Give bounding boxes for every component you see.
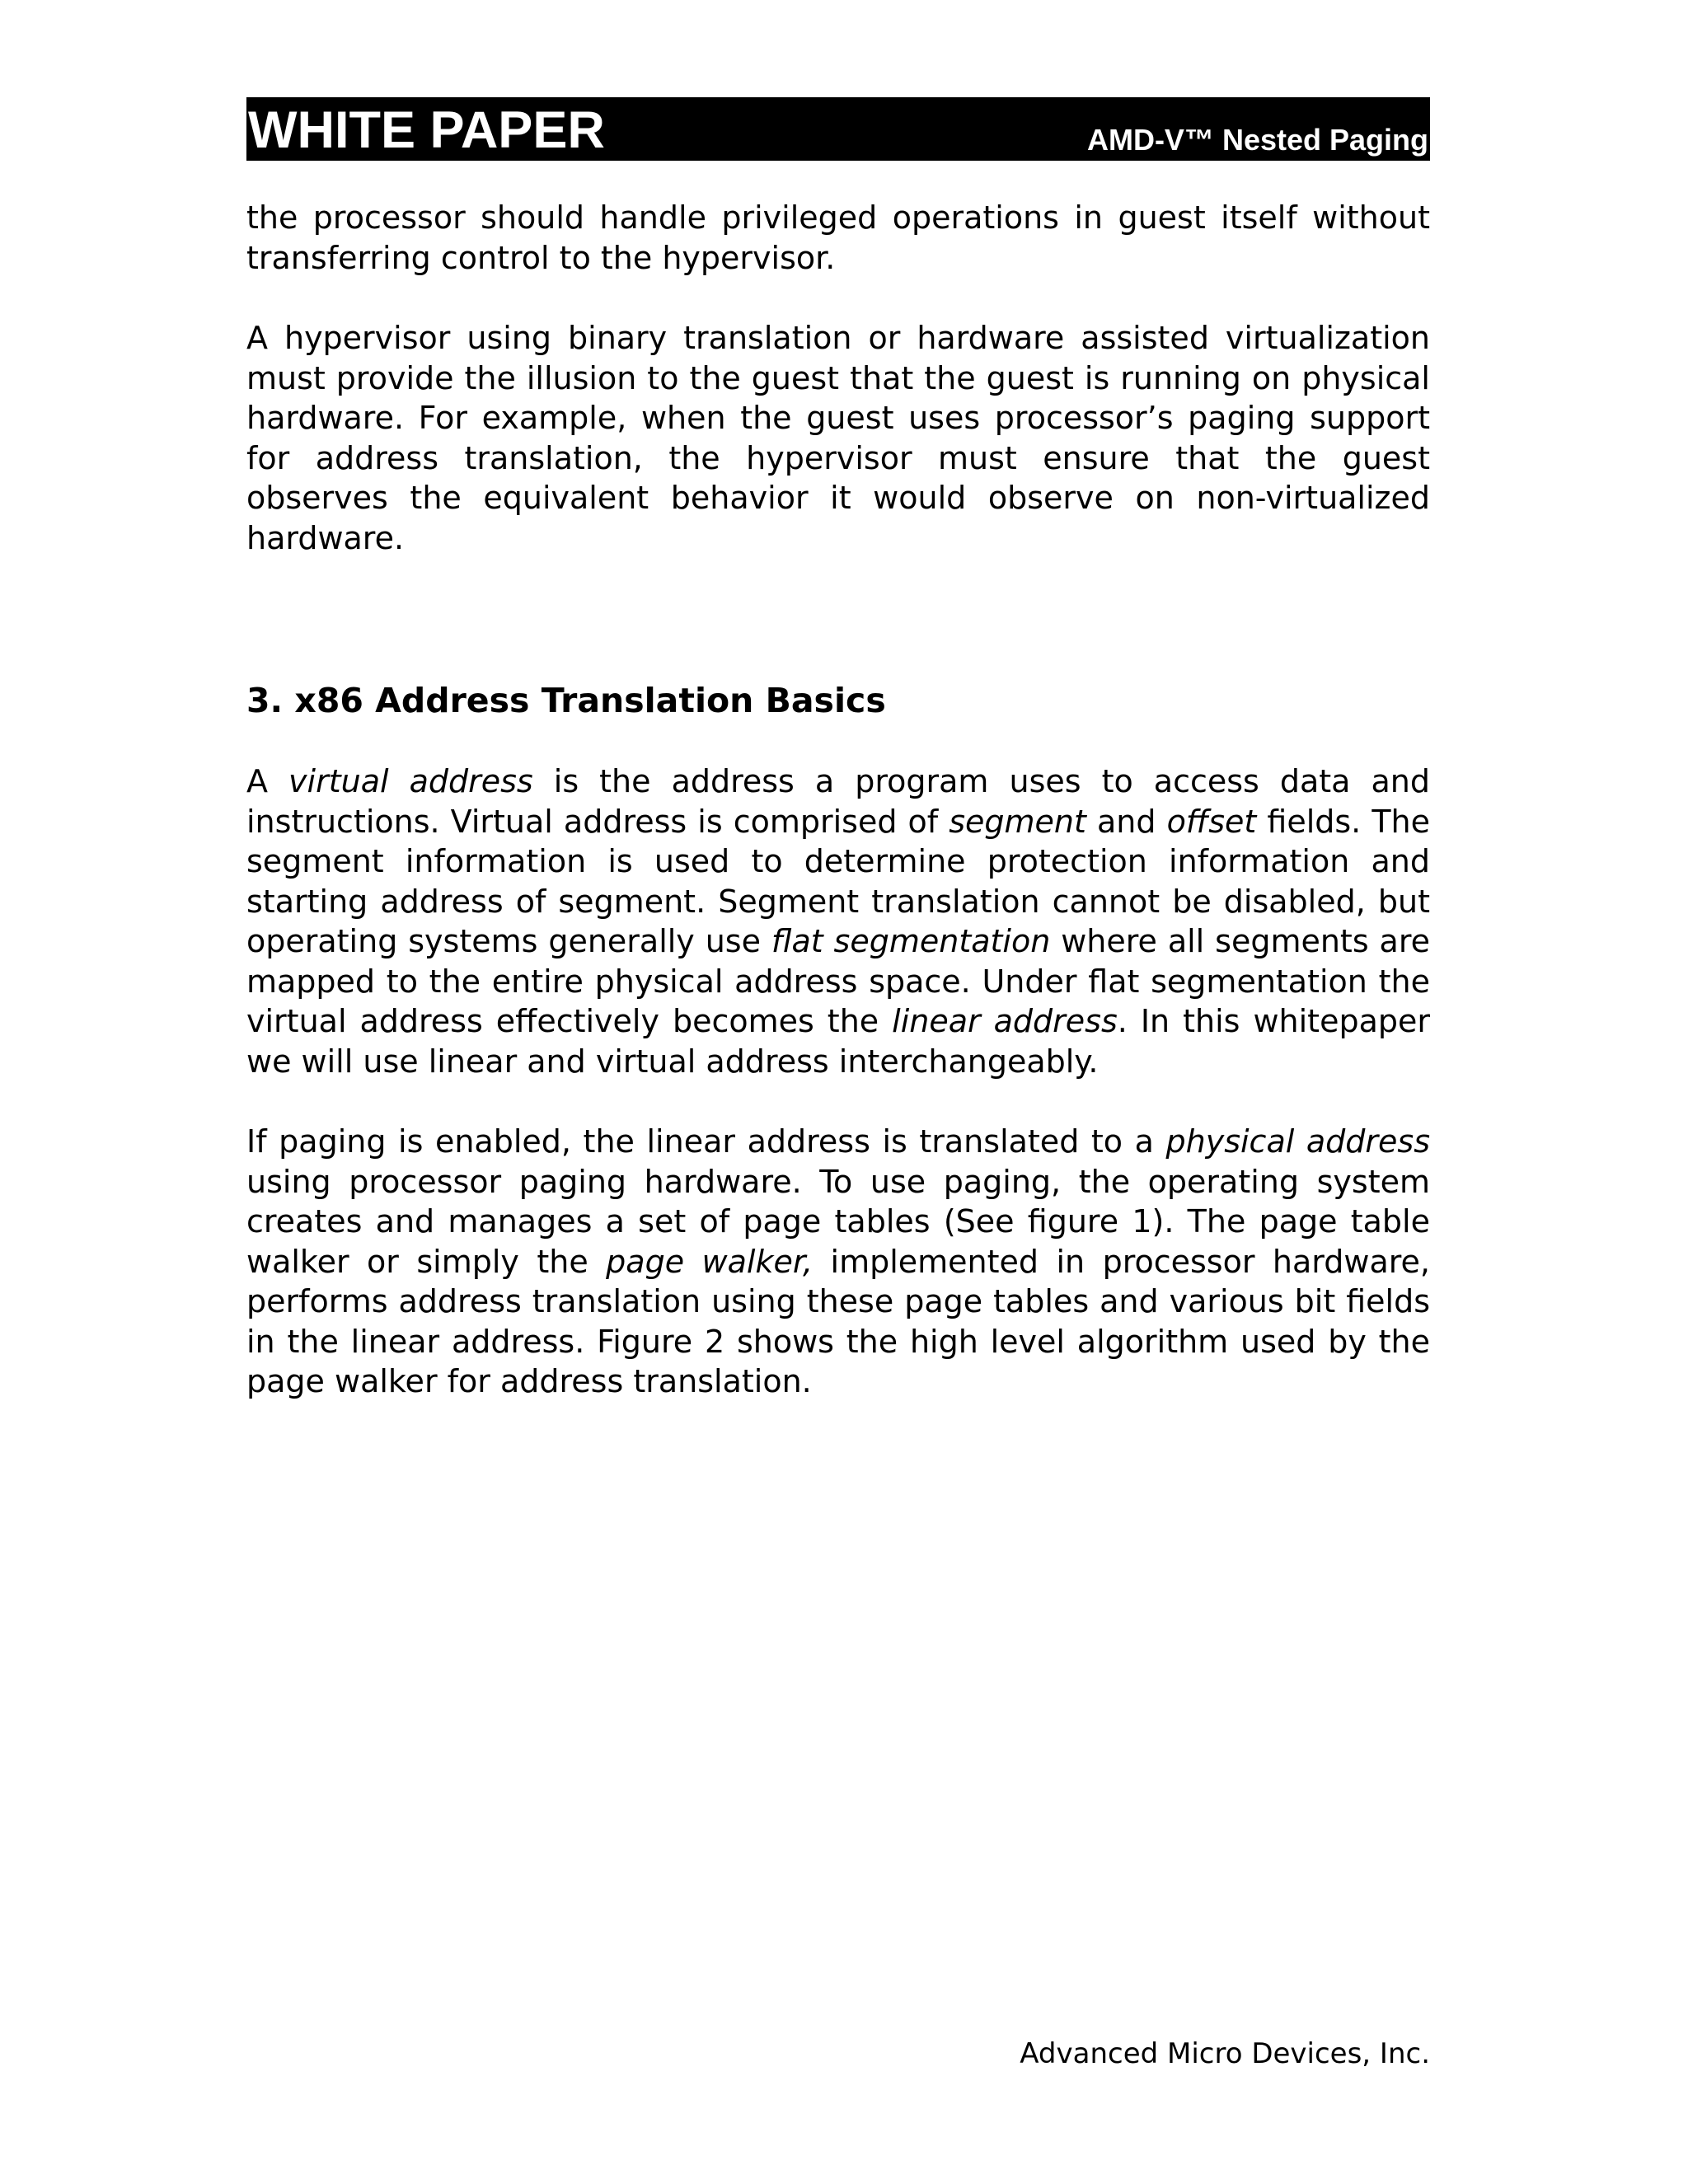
term-linear-address: linear address [892, 1003, 1118, 1039]
footer-company: Advanced Micro Devices, Inc. [1020, 2037, 1430, 2070]
term-offset: offset [1166, 803, 1257, 840]
term-page-walker: page walker, [606, 1243, 814, 1280]
header-bar [246, 97, 1430, 161]
term-segment: segment [949, 803, 1086, 840]
text-run: using processor paging hardware. To use paging, the operating system creates and manages a set of page tables (See figure 1). The page table walker or simply the [246, 1163, 1430, 1280]
text-run: If paging is enabled, the linear address is translated to a [246, 1123, 1166, 1160]
paragraph-privileged-operations: the processor should handle privileged operations in guest itself without transferring control to the hypervisor. [246, 199, 1430, 276]
page-content [246, 198, 1430, 1402]
term-physical-address: physical address [1165, 1123, 1430, 1160]
text-run: A [246, 763, 289, 799]
term-virtual-address: virtual address [288, 763, 533, 799]
text-run: where all segments are mapped to the entire physical address space. Under flat segmentation the virtual address effectively becomes the [246, 923, 1430, 1039]
term-flat-segmentation: flat segmentation [771, 923, 1051, 959]
text-run: and [1085, 803, 1167, 840]
document-subject-title: AMD-V™ Nested Paging [1086, 123, 1428, 157]
document-type-title: WHITE PAPER [248, 101, 605, 159]
paragraph-paging [246, 1122, 1430, 1402]
paragraph-virtual-address [246, 762, 1430, 1081]
text-run: is the address a program uses to access data and instructions. Virtual address is comprised of [246, 763, 1430, 840]
section-heading: 3. x86 Address Translation Basics [246, 681, 886, 720]
paragraph-hypervisor-illusion: A hypervisor using binary translation or hardware assisted virtualization must provide the illusion to the guest that the guest is running on physical hardware. For example, when the guest uses processor’s paging support for address translation, the hypervisor must ensure that the guest observes the equivalent behavior it would observe on non-virtualized hardware. [246, 320, 1430, 556]
text-run: . In this whitepaper we will use linear and virtual address interchangeably. [246, 1003, 1430, 1080]
text-run: fields. The segment information is used to determine protection information and starting address of segment. Segment translation cannot be disabled, but operating systems generally use [246, 803, 1430, 959]
text-run: implemented in processor hardware, performs address translation using these page tables and various bit fields in the linear address. Figure 2 shows the high level algorithm used by the page walker for address translation. [246, 1243, 1430, 1399]
